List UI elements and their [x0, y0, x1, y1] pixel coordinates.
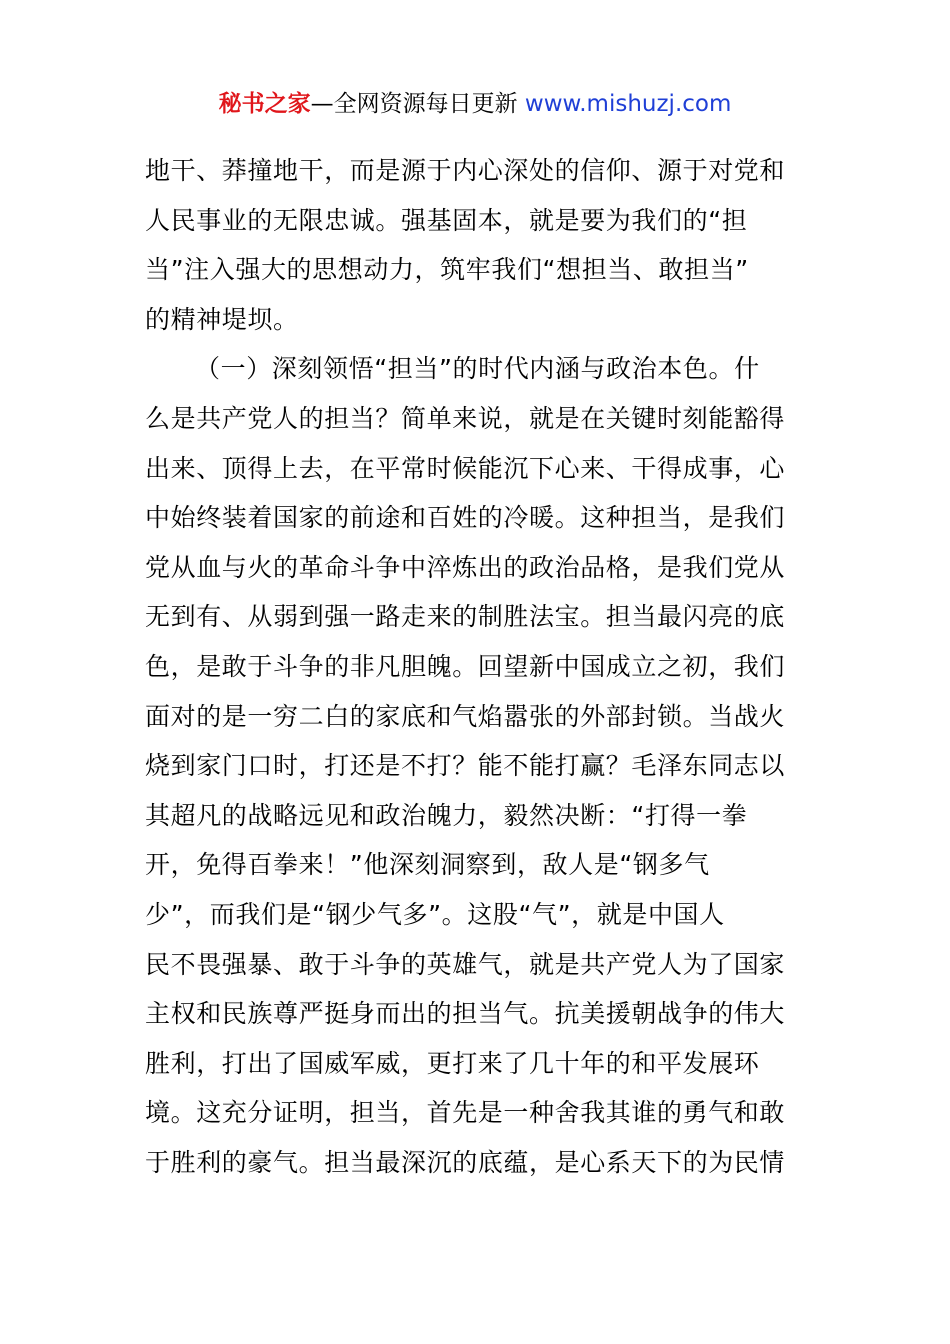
section-heading-line: （一）深刻领悟“担当”的时代内涵与政治本色。什 — [195, 354, 760, 384]
text-line: 少”，而我们是“钢少气多”。这股“气”，就是中国人 — [145, 899, 725, 929]
text-line: 出来、顶得上去，在平常时候能沉下心来、干得成事，心 — [145, 453, 786, 483]
text-line: 于胜利的豪气。担当最深沉的底蕴，是心系天下的为民情 — [145, 1147, 786, 1177]
text-line: 党从血与火的革命斗争中淬炼出的政治品格，是我们党从 — [145, 552, 786, 582]
header-brand: 秘书之家 — [218, 91, 311, 117]
text-line: 主权和民族尊严挺身而出的担当气。抗美援朝战争的伟大 — [145, 999, 786, 1029]
text-line: 色，是敢于斗争的非凡胆魄。回望新中国成立之初，我们 — [145, 651, 786, 681]
text-line: 烧到家门口时，打还是不打？能不能打赢？毛泽东同志以 — [145, 751, 786, 781]
text-line: 人民事业的无限忠诚。强基固本，就是要为我们的“担 — [145, 205, 748, 235]
text-line: 开，免得百拳来！”他深刻洞察到，敌人是“钢多气 — [145, 850, 710, 880]
text-line: 民不畏强暴、敢于斗争的英雄气，就是共产党人为了国家 — [145, 949, 786, 979]
text-line: 当”注入强大的思想动力，筑牢我们“想担当、敢担当” — [145, 255, 749, 285]
text-line: 面对的是一穷二白的家底和气焰嚣张的外部封锁。当战火 — [145, 701, 786, 731]
header-tagline: —全网资源每日更新 — [310, 91, 525, 117]
text-line: 胜利，打出了国威军威，更打来了几十年的和平发展环 — [145, 1048, 760, 1078]
header-site-link[interactable]: www.mishuzj.com — [524, 91, 732, 117]
text-line: 的精神堤坝。 — [145, 304, 299, 334]
page-header — [0, 86, 950, 122]
text-line: 地干、莽撞地干，而是源于内心深处的信仰、源于对党和 — [145, 156, 786, 185]
text-line: 无到有、从弱到强一路走来的制胜法宝。担当最闪亮的底 — [145, 602, 786, 632]
text-line: 境。这充分证明，担当，首先是一种舍我其谁的勇气和敢 — [145, 1098, 786, 1128]
text-line: 中始终装着国家的前途和百姓的冷暖。这种担当，是我们 — [145, 503, 786, 533]
document-body — [145, 146, 809, 1187]
text-line: 么是共产党人的担当？简单来说，就是在关键时刻能豁得 — [145, 403, 786, 433]
text-line: 其超凡的战略远见和政治魄力，毅然决断：“打得一拳 — [145, 800, 748, 830]
